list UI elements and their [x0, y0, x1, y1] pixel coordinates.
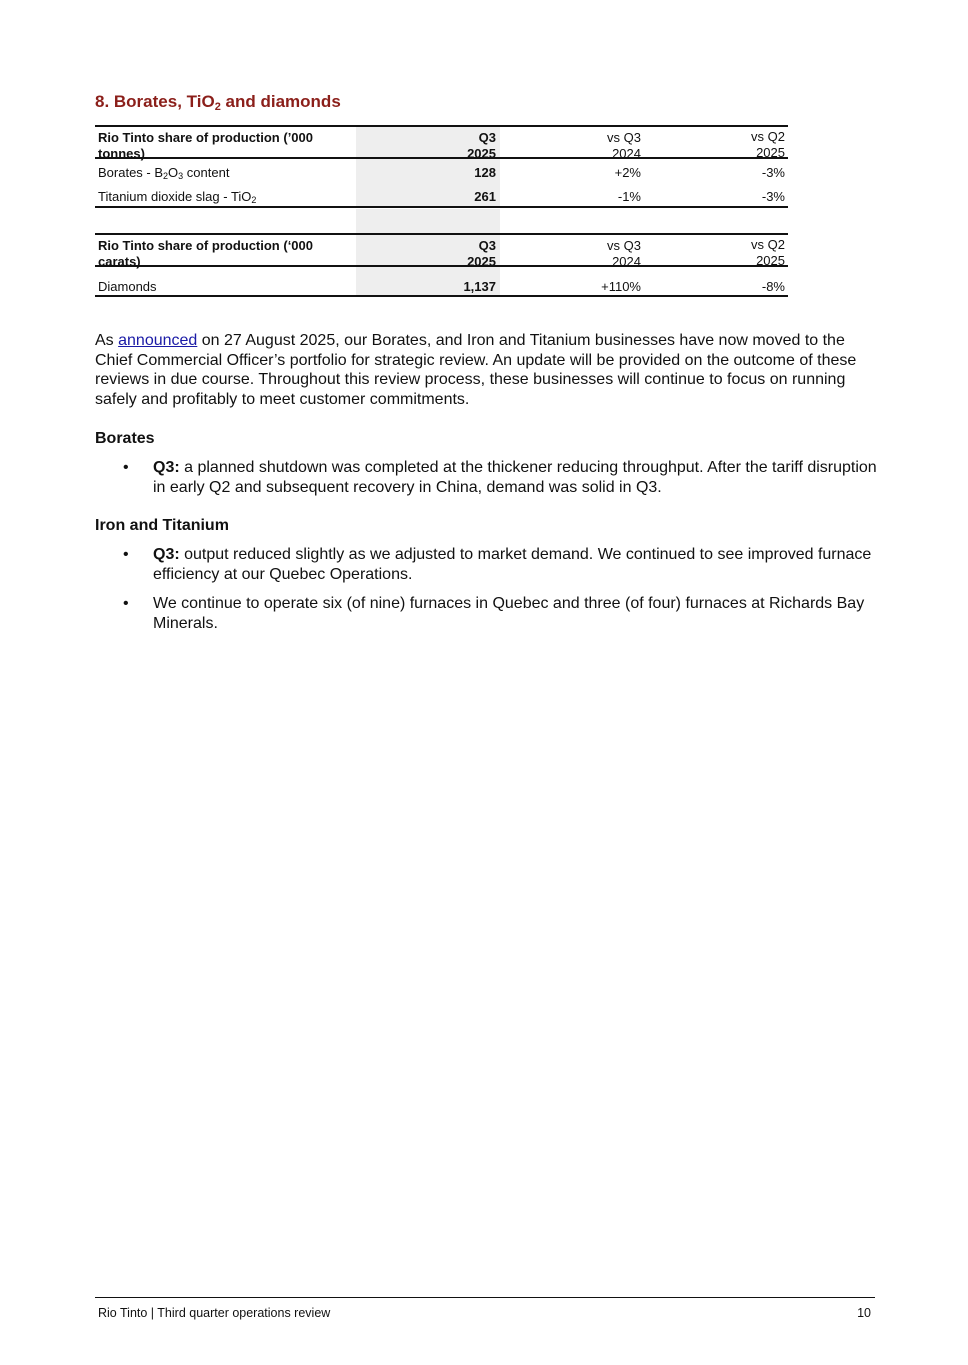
bullet-text: We continue to operate six (of nine) furnaces in Quebec and three (of four) furnaces at Richards Bay Minerals.: [153, 595, 865, 632]
bullet-icon: •: [123, 459, 129, 476]
bullet-text: Q3: a planned shutdown was completed at the thickener reducing throughput. After the tariff disruption in early Q2 and subsequent recovery in China, demand was solid in Q3.: [153, 459, 877, 496]
header-vs-q3-2024: vs Q3 2024: [607, 238, 641, 269]
value-vs-q3-2024: +2%: [614, 165, 641, 180]
section-title: 8. Borates, TiO$_2$ and diamonds: [95, 92, 341, 113]
page-number: 10: [857, 1306, 871, 1320]
row-label: Borates - $B_2O_3$ content: [98, 165, 230, 181]
announced-link[interactable]: announced: [118, 332, 198, 349]
value-q3-2025: 128: [474, 165, 496, 180]
table-header-row: [95, 125, 788, 159]
row-label: Titanium dioxide slag - TiO$_2$: [98, 189, 257, 205]
value-vs-q2-2025: -3%: [761, 165, 785, 180]
value-vs-q3-2024: +110%: [601, 279, 641, 294]
header-vs-q3-2024: vs Q3 2024: [607, 130, 641, 161]
intro-paragraph: As announced on 27 August 2025, our Borates, and Iron and Titanium businesses have now moved to the Chief Commercial Officer’s portfolio for strategic review. An update will be provided on the outcome of these reviews in due course. Throughout this review process, these businesses will continue to focus on running safely and profitably to meet customer commitments.: [95, 332, 857, 408]
header-vs-q2-2025: vs Q2 2025: [751, 237, 785, 268]
value-q3-2025: 1,137: [463, 279, 496, 294]
production-table-carats: [95, 233, 788, 297]
bullet-icon: •: [123, 546, 129, 563]
value-q3-2025: 261: [474, 189, 496, 204]
value-vs-q2-2025: -8%: [761, 279, 785, 294]
value-vs-q3-2024: -1%: [617, 189, 641, 204]
header-label: Rio Tinto share of production (’000 tonnes): [98, 130, 313, 161]
value-vs-q2-2025: -3%: [761, 189, 785, 204]
footer-divider: [95, 1297, 875, 1298]
borates-heading: Borates: [95, 430, 155, 447]
header-vs-q2-2025: vs Q2 2025: [751, 129, 785, 160]
table-row: [95, 159, 788, 183]
bullet-text: Q3: output reduced slightly as we adjusted to market demand. We continued to see improved furnace efficiency at our Quebec Operations.: [153, 546, 872, 583]
header-q3-2025: Q3 2025: [467, 130, 496, 161]
table-header-row: [95, 233, 788, 267]
iron-titanium-heading: Iron and Titanium: [95, 517, 229, 534]
production-table-tonnes: [95, 125, 788, 208]
header-q3-2025: Q3 2025: [467, 238, 496, 269]
footer-text: Rio Tinto | Third quarter operations review: [98, 1306, 331, 1320]
row-label: Diamonds: [98, 279, 157, 294]
table-row: [95, 183, 788, 208]
bullet-icon: •: [123, 595, 129, 612]
header-label: Rio Tinto share of production (‘000 carats): [98, 238, 313, 269]
table-row: [95, 267, 788, 297]
